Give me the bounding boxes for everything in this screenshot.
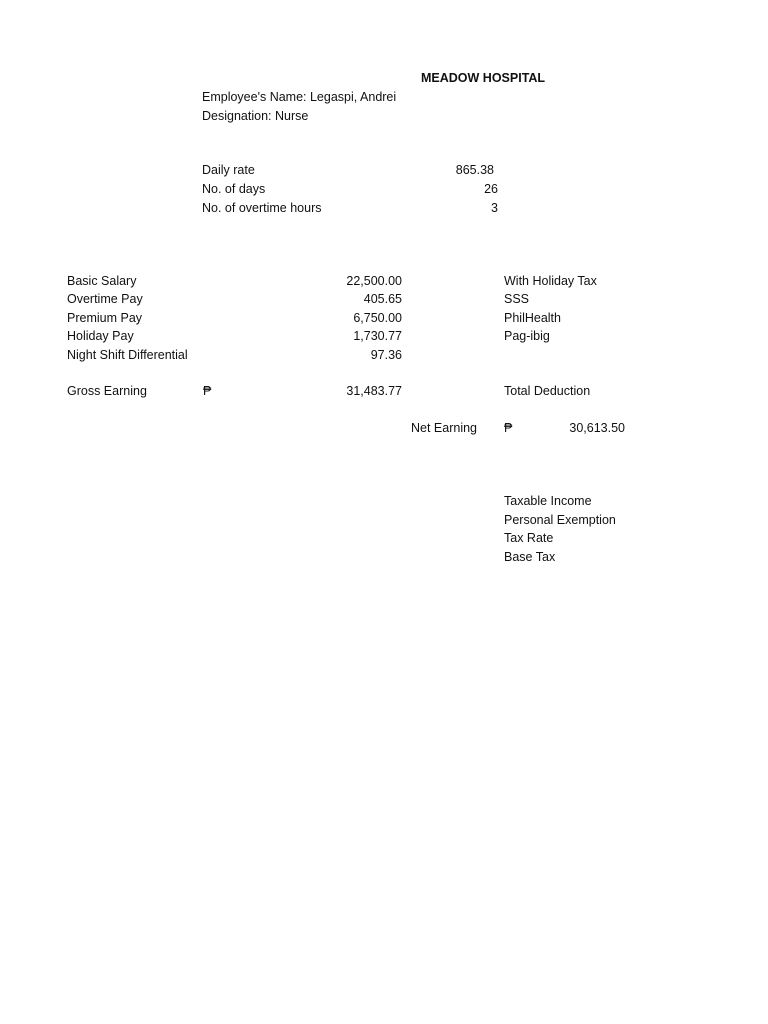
gross-earning-value: 31,483.77	[346, 384, 402, 398]
tax-label-personal-exemption: Personal Exemption	[504, 513, 616, 527]
earning-value-overtime: 405.65	[363, 292, 402, 306]
net-currency-symbol: ₱	[504, 421, 513, 435]
deduction-label-pagibig: Pag-ibig	[504, 329, 550, 343]
earning-label-holiday: Holiday Pay	[67, 329, 134, 343]
rate-value-days: 26	[484, 182, 498, 196]
designation: Designation: Nurse	[202, 109, 309, 123]
earning-value-basic: 22,500.00	[346, 274, 402, 288]
earning-label-basic: Basic Salary	[67, 274, 137, 288]
rate-label-days: No. of days	[202, 182, 266, 196]
tax-label-tax-rate: Tax Rate	[504, 531, 554, 545]
earning-label-overtime: Overtime Pay	[67, 292, 143, 306]
earning-value-night-shift: 97.36	[370, 348, 402, 362]
earning-label-premium: Premium Pay	[67, 311, 143, 325]
total-deduction-label: Total Deduction	[504, 384, 591, 398]
tax-label-taxable-income: Taxable Income	[504, 494, 592, 508]
gross-earning-label: Gross Earning	[67, 384, 147, 398]
gross-currency-symbol: ₱	[203, 384, 212, 398]
employee-name: Employee's Name: Legaspi, Andrei	[202, 90, 397, 104]
tax-label-base-tax: Base Tax	[504, 550, 556, 564]
net-earning-label: Net Earning	[411, 421, 478, 435]
earning-value-holiday: 1,730.77	[353, 329, 402, 343]
rate-value-daily: 865.38	[455, 163, 494, 177]
rate-label-overtime: No. of overtime hours	[202, 201, 322, 215]
earning-value-premium: 6,750.00	[353, 311, 402, 325]
deduction-label-sss: SSS	[504, 292, 530, 306]
deduction-label-holiday-tax: With Holiday Tax	[504, 274, 597, 288]
deduction-label-philhealth: PhilHealth	[504, 311, 561, 325]
company-title: MEADOW HOSPITAL	[421, 71, 546, 85]
rate-value-overtime: 3	[491, 201, 498, 215]
net-earning-value: 30,613.50	[569, 421, 625, 435]
rate-label-daily: Daily rate	[202, 163, 255, 177]
earning-label-night-shift: Night Shift Differential	[67, 348, 188, 362]
